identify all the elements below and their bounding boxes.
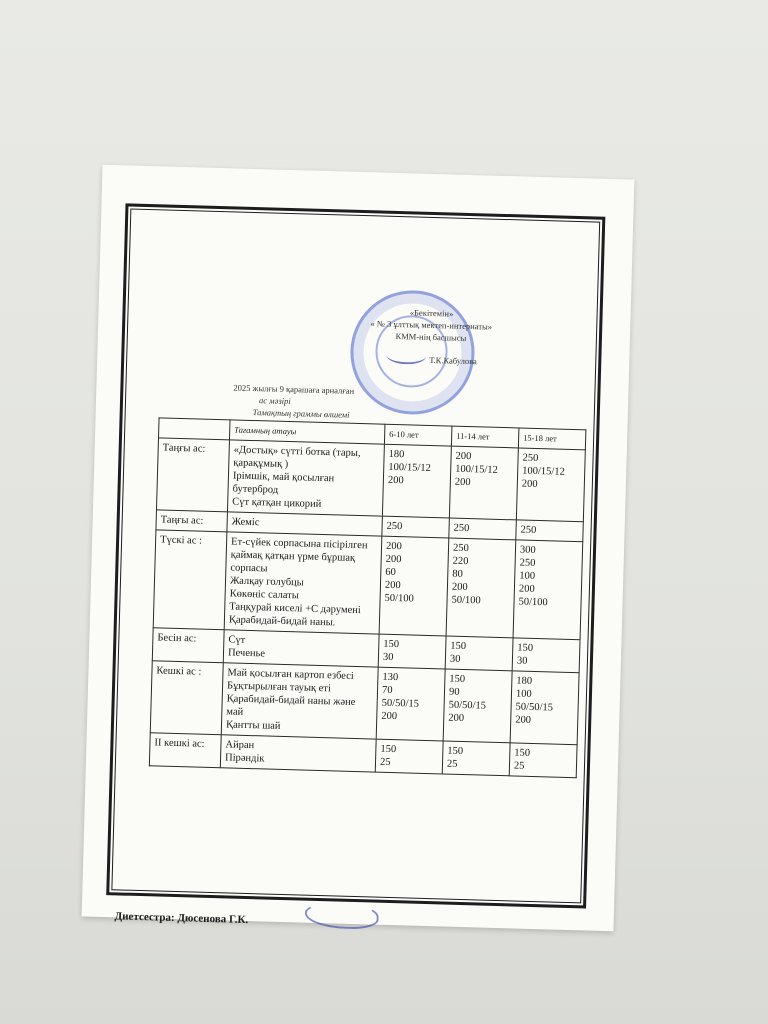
document-frame [106, 203, 605, 927]
portion-value: 200 [448, 712, 465, 725]
portion-6-10 [378, 634, 446, 669]
approval-line: « № 3 ұлттық мектеп-интернаты» [370, 318, 493, 332]
header-meal [158, 418, 230, 440]
portion-15-18 [516, 520, 584, 542]
portion-value: 200 [385, 540, 402, 553]
portion-value: 200 [518, 583, 535, 595]
approval-block [321, 304, 542, 346]
dish-item: «Достық» сүтті ботка (тары, қарақұмық ) [233, 444, 361, 471]
dish-item: Май қосылған картоп езбесі [227, 667, 354, 682]
portion-value: 150 [517, 642, 534, 654]
dish-item: Қарабидай-бидай наны. [228, 614, 336, 629]
dish-item: Көкөніс салаты [229, 588, 300, 602]
portion-value: 100 [515, 688, 532, 700]
portion-value: 50/100 [518, 596, 548, 609]
portion-value: 250 [386, 520, 403, 533]
portion-value: 250 [520, 524, 537, 536]
portion-value: 150 [447, 745, 464, 758]
portion-11-14 [442, 741, 510, 776]
director-name: Т.К.Кабулова [429, 354, 478, 367]
portion-11-14 [449, 518, 517, 540]
portion-value: 25 [446, 758, 458, 770]
header-age-6-10: 6-10 лет [384, 424, 452, 446]
portion-value: 60 [385, 566, 396, 579]
portion-11-14 [449, 446, 518, 520]
dish-item: Бұқтырылған тауық еті [226, 680, 332, 695]
portion-value: 180 [388, 448, 405, 461]
portion-6-10 [382, 516, 450, 538]
portion-value: 100/15/12 [388, 461, 431, 475]
portion-value: 100 [519, 570, 536, 582]
portion-value: 80 [452, 568, 463, 580]
portion-value: 150 [449, 673, 466, 686]
heading-grams: Тамақтың граммы өлшемі [252, 407, 350, 420]
dish-item: Ет-сүйек сорпасына пісірілген қаймақ қатқан үрме бұршақ сорпасы [230, 536, 368, 575]
portion-value: 25 [513, 760, 525, 772]
portion-15-18 [510, 671, 579, 745]
portion-value: 250 [522, 452, 539, 464]
table-row [153, 530, 583, 640]
heading-date: 2025 жылғы 9 қарашаға арналған [233, 382, 355, 396]
portion-value: 150 [380, 743, 397, 756]
dish-list [221, 663, 378, 739]
portion-value: 30 [516, 655, 528, 667]
portion-value: 250 [453, 522, 470, 535]
portion-15-18 [509, 743, 577, 778]
dish-item: Айран [225, 739, 255, 752]
meal-name: Таңғы ас: [156, 438, 229, 512]
portion-value: 130 [382, 671, 399, 684]
header-age-11-14: 11-14 лет [451, 426, 519, 448]
meal-name: Түскі ас : [153, 530, 227, 630]
approval-line: КММ-нің басшысы [395, 330, 467, 343]
dish-list [227, 440, 384, 516]
portion-value: 50/100 [384, 592, 414, 605]
portion-value: 220 [452, 555, 469, 568]
portion-value: 250 [519, 557, 536, 569]
meal-name: II кешкі ас: [149, 733, 221, 768]
portion-value: 200 [455, 450, 472, 463]
portion-value: 300 [519, 544, 536, 556]
portion-value: 100/15/12 [455, 463, 498, 476]
portion-value: 250 [452, 542, 469, 555]
dish-item: Пірәндік [224, 752, 265, 765]
portion-value: 150 [383, 638, 400, 651]
dish-item: Печенье [227, 647, 266, 660]
portion-value: 150 [450, 640, 467, 653]
header-dish-name: Тағамның атауы [229, 420, 384, 444]
dish-item: Сүт [228, 634, 246, 646]
portion-6-10 [376, 667, 445, 741]
header-age-15-18: 15-18 лет [518, 428, 586, 450]
portion-value: 50/50/15 [515, 701, 554, 714]
dietitian-signature-line: Диетсестра: Дюсенова Г.К. [114, 910, 249, 927]
meal-name: Кешкі ас : [150, 661, 223, 735]
dish-item: Сүт қатқан цикорий [232, 496, 322, 510]
dish-list [220, 735, 376, 772]
portion-6-10 [375, 739, 443, 774]
portion-value: 200 [385, 553, 402, 566]
portion-value: 50/50/15 [381, 697, 420, 710]
portion-6-10 [382, 444, 451, 518]
portion-15-18 [513, 540, 583, 640]
heading-menu: ас мәзірі [258, 395, 291, 407]
dish-list [224, 532, 382, 634]
portion-value: 30 [382, 651, 394, 664]
dish-item: Қантты шай [225, 719, 281, 732]
portion-value: 50/100 [451, 594, 481, 607]
dish-item: Таңқурай киселі +С дәрумені [229, 601, 361, 617]
portion-value: 100/15/12 [522, 465, 565, 478]
portion-11-14 [445, 636, 513, 671]
dish-item: Қарабидай-бидай наны және май [226, 693, 356, 718]
menu-heading [233, 381, 355, 420]
portion-value: 200 [521, 478, 538, 490]
portion-value: 200 [515, 714, 532, 726]
portion-value: 200 [454, 476, 471, 489]
portion-value: 200 [387, 474, 404, 487]
portion-value: 30 [449, 653, 461, 665]
portion-15-18 [516, 448, 585, 522]
portion-11-14 [446, 538, 516, 638]
portion-15-18 [512, 638, 580, 673]
dish-list [223, 630, 379, 667]
table-row [156, 438, 585, 522]
portion-value: 90 [448, 686, 460, 698]
portion-value: 25 [379, 756, 391, 768]
portion-value: 150 [514, 747, 531, 759]
portion-value: 200 [384, 579, 401, 592]
table-row [150, 661, 579, 745]
portion-value: 70 [381, 684, 393, 697]
portion-value: 200 [451, 581, 468, 594]
portion-value: 180 [516, 675, 533, 687]
menu-sheet [82, 165, 635, 932]
dish-item: Жалқау голубцы [229, 575, 304, 589]
portion-value: 50/50/15 [448, 699, 487, 712]
portion-value: 200 [381, 710, 398, 723]
approval-line: «Бекітемін» [409, 307, 454, 319]
dish-item: Ірімшік, май қосылған бутерброд [232, 470, 335, 496]
menu-table [149, 417, 587, 778]
dietitian-signature [304, 902, 379, 930]
meal-name: Таңғы ас: [156, 510, 228, 532]
table-body [149, 438, 585, 778]
portion-11-14 [443, 669, 512, 743]
portion-6-10 [379, 536, 449, 636]
meal-name: Бесін ас: [152, 628, 224, 663]
dish-item: Жеміс [231, 516, 260, 529]
